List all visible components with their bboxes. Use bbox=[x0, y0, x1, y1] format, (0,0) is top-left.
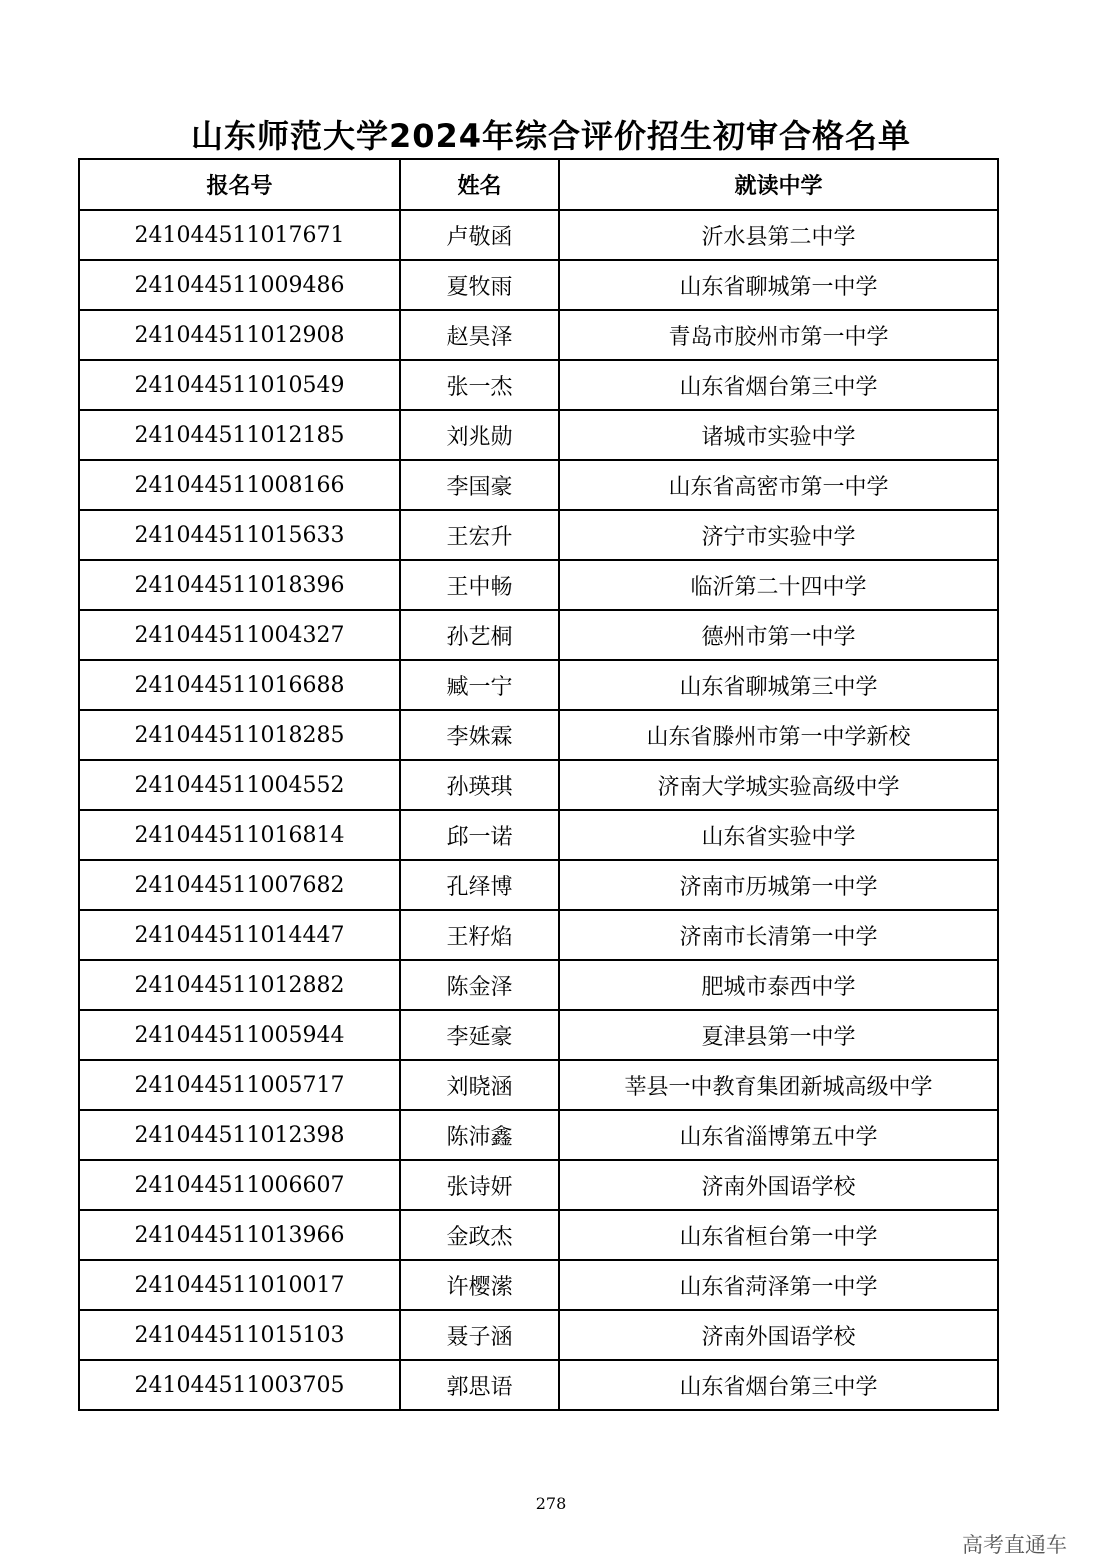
student-name-cell: 孔绎博 bbox=[400, 860, 559, 910]
table-body bbox=[79, 210, 998, 1410]
table-row bbox=[79, 360, 998, 410]
school-cell: 济南外国语学校 bbox=[559, 1160, 998, 1210]
column-header-school: 就读中学 bbox=[559, 159, 998, 210]
table-row bbox=[79, 260, 998, 310]
student-name-cell: 李姝霖 bbox=[400, 710, 559, 760]
registration-number-cell: 241044511014447 bbox=[79, 910, 400, 960]
table-row bbox=[79, 1210, 998, 1260]
student-name-cell: 臧一宁 bbox=[400, 660, 559, 710]
student-name-cell: 许樱潆 bbox=[400, 1260, 559, 1310]
table-row bbox=[79, 210, 998, 260]
school-cell: 德州市第一中学 bbox=[559, 610, 998, 660]
registration-number-cell: 241044511003705 bbox=[79, 1360, 400, 1410]
student-name-cell: 夏牧雨 bbox=[400, 260, 559, 310]
student-name-cell: 李延豪 bbox=[400, 1010, 559, 1060]
table-row bbox=[79, 1310, 998, 1360]
page-title: 山东师范大学2024年综合评价招生初审合格名单 bbox=[190, 117, 912, 155]
page-number: 278 bbox=[535, 1494, 567, 1513]
registration-number-cell: 241044511010017 bbox=[79, 1260, 400, 1310]
student-name-cell: 李国豪 bbox=[400, 460, 559, 510]
school-cell: 济南市历城第一中学 bbox=[559, 860, 998, 910]
student-name-cell: 王宏升 bbox=[400, 510, 559, 560]
school-cell: 临沂第二十四中学 bbox=[559, 560, 998, 610]
registration-number-cell: 241044511004552 bbox=[79, 760, 400, 810]
school-cell: 诸城市实验中学 bbox=[559, 410, 998, 460]
school-cell: 青岛市胶州市第一中学 bbox=[559, 310, 998, 360]
student-name-cell: 郭思语 bbox=[400, 1360, 559, 1410]
school-cell: 沂水县第二中学 bbox=[559, 210, 998, 260]
registration-number-cell: 241044511004327 bbox=[79, 610, 400, 660]
school-cell: 山东省烟台第三中学 bbox=[559, 360, 998, 410]
table-row bbox=[79, 1160, 998, 1210]
student-name-cell: 王籽焰 bbox=[400, 910, 559, 960]
table-row bbox=[79, 310, 998, 360]
table-row bbox=[79, 810, 998, 860]
school-cell: 济南外国语学校 bbox=[559, 1310, 998, 1360]
table-row bbox=[79, 960, 998, 1010]
table-row bbox=[79, 1010, 998, 1060]
column-header-name: 姓名 bbox=[400, 159, 559, 210]
school-cell: 山东省菏泽第一中学 bbox=[559, 1260, 998, 1310]
student-name-cell: 陈沛鑫 bbox=[400, 1110, 559, 1160]
registration-number-cell: 241044511018285 bbox=[79, 710, 400, 760]
school-cell: 济宁市实验中学 bbox=[559, 510, 998, 560]
table-header-row bbox=[79, 159, 998, 210]
watermark: 高考直通车 bbox=[962, 1533, 1067, 1557]
table-row bbox=[79, 1060, 998, 1110]
table-row bbox=[79, 510, 998, 560]
student-name-cell: 聂子涵 bbox=[400, 1310, 559, 1360]
table-row bbox=[79, 660, 998, 710]
registration-number-cell: 241044511008166 bbox=[79, 460, 400, 510]
registration-number-cell: 241044511012882 bbox=[79, 960, 400, 1010]
school-cell: 山东省滕州市第一中学新校 bbox=[559, 710, 998, 760]
registration-number-cell: 241044511012185 bbox=[79, 410, 400, 460]
student-name-cell: 张一杰 bbox=[400, 360, 559, 410]
table-row bbox=[79, 1110, 998, 1160]
student-name-cell: 金政杰 bbox=[400, 1210, 559, 1260]
registration-number-cell: 241044511015633 bbox=[79, 510, 400, 560]
school-cell: 济南市长清第一中学 bbox=[559, 910, 998, 960]
school-cell: 山东省高密市第一中学 bbox=[559, 460, 998, 510]
student-name-cell: 赵昊泽 bbox=[400, 310, 559, 360]
school-cell: 济南大学城实验高级中学 bbox=[559, 760, 998, 810]
registration-number-cell: 241044511016688 bbox=[79, 660, 400, 710]
table-row bbox=[79, 610, 998, 660]
student-name-cell: 王中畅 bbox=[400, 560, 559, 610]
registration-number-cell: 241044511018396 bbox=[79, 560, 400, 610]
table-row bbox=[79, 910, 998, 960]
student-name-cell: 孙瑛琪 bbox=[400, 760, 559, 810]
registration-number-cell: 241044511009486 bbox=[79, 260, 400, 310]
school-cell: 山东省实验中学 bbox=[559, 810, 998, 860]
school-cell: 山东省聊城第三中学 bbox=[559, 660, 998, 710]
school-cell: 山东省淄博第五中学 bbox=[559, 1110, 998, 1160]
school-cell: 山东省桓台第一中学 bbox=[559, 1210, 998, 1260]
table-row bbox=[79, 760, 998, 810]
school-cell: 夏津县第一中学 bbox=[559, 1010, 998, 1060]
student-name-cell: 刘晓涵 bbox=[400, 1060, 559, 1110]
student-name-cell: 陈金泽 bbox=[400, 960, 559, 1010]
table-row bbox=[79, 860, 998, 910]
school-cell: 山东省烟台第三中学 bbox=[559, 1360, 998, 1410]
table-row bbox=[79, 1360, 998, 1410]
table-row bbox=[79, 410, 998, 460]
registration-number-cell: 241044511005944 bbox=[79, 1010, 400, 1060]
table-row bbox=[79, 460, 998, 510]
student-name-cell: 卢敬函 bbox=[400, 210, 559, 260]
school-cell: 山东省聊城第一中学 bbox=[559, 260, 998, 310]
registration-number-cell: 241044511005717 bbox=[79, 1060, 400, 1110]
student-name-cell: 邱一诺 bbox=[400, 810, 559, 860]
registration-number-cell: 241044511017671 bbox=[79, 210, 400, 260]
student-name-cell: 刘兆勋 bbox=[400, 410, 559, 460]
table-row bbox=[79, 710, 998, 760]
table-row bbox=[79, 1260, 998, 1310]
table-row bbox=[79, 560, 998, 610]
student-name-cell: 张诗妍 bbox=[400, 1160, 559, 1210]
registration-number-cell: 241044511013966 bbox=[79, 1210, 400, 1260]
school-cell: 肥城市泰西中学 bbox=[559, 960, 998, 1010]
registration-number-cell: 241044511016814 bbox=[79, 810, 400, 860]
school-cell: 莘县一中教育集团新城高级中学 bbox=[559, 1060, 998, 1110]
registration-number-cell: 241044511012398 bbox=[79, 1110, 400, 1160]
column-header-registration-number: 报名号 bbox=[79, 159, 400, 210]
admission-list-table bbox=[78, 158, 999, 1411]
student-name-cell: 孙艺桐 bbox=[400, 610, 559, 660]
registration-number-cell: 241044511007682 bbox=[79, 860, 400, 910]
registration-number-cell: 241044511006607 bbox=[79, 1160, 400, 1210]
registration-number-cell: 241044511010549 bbox=[79, 360, 400, 410]
registration-number-cell: 241044511012908 bbox=[79, 310, 400, 360]
registration-number-cell: 241044511015103 bbox=[79, 1310, 400, 1360]
